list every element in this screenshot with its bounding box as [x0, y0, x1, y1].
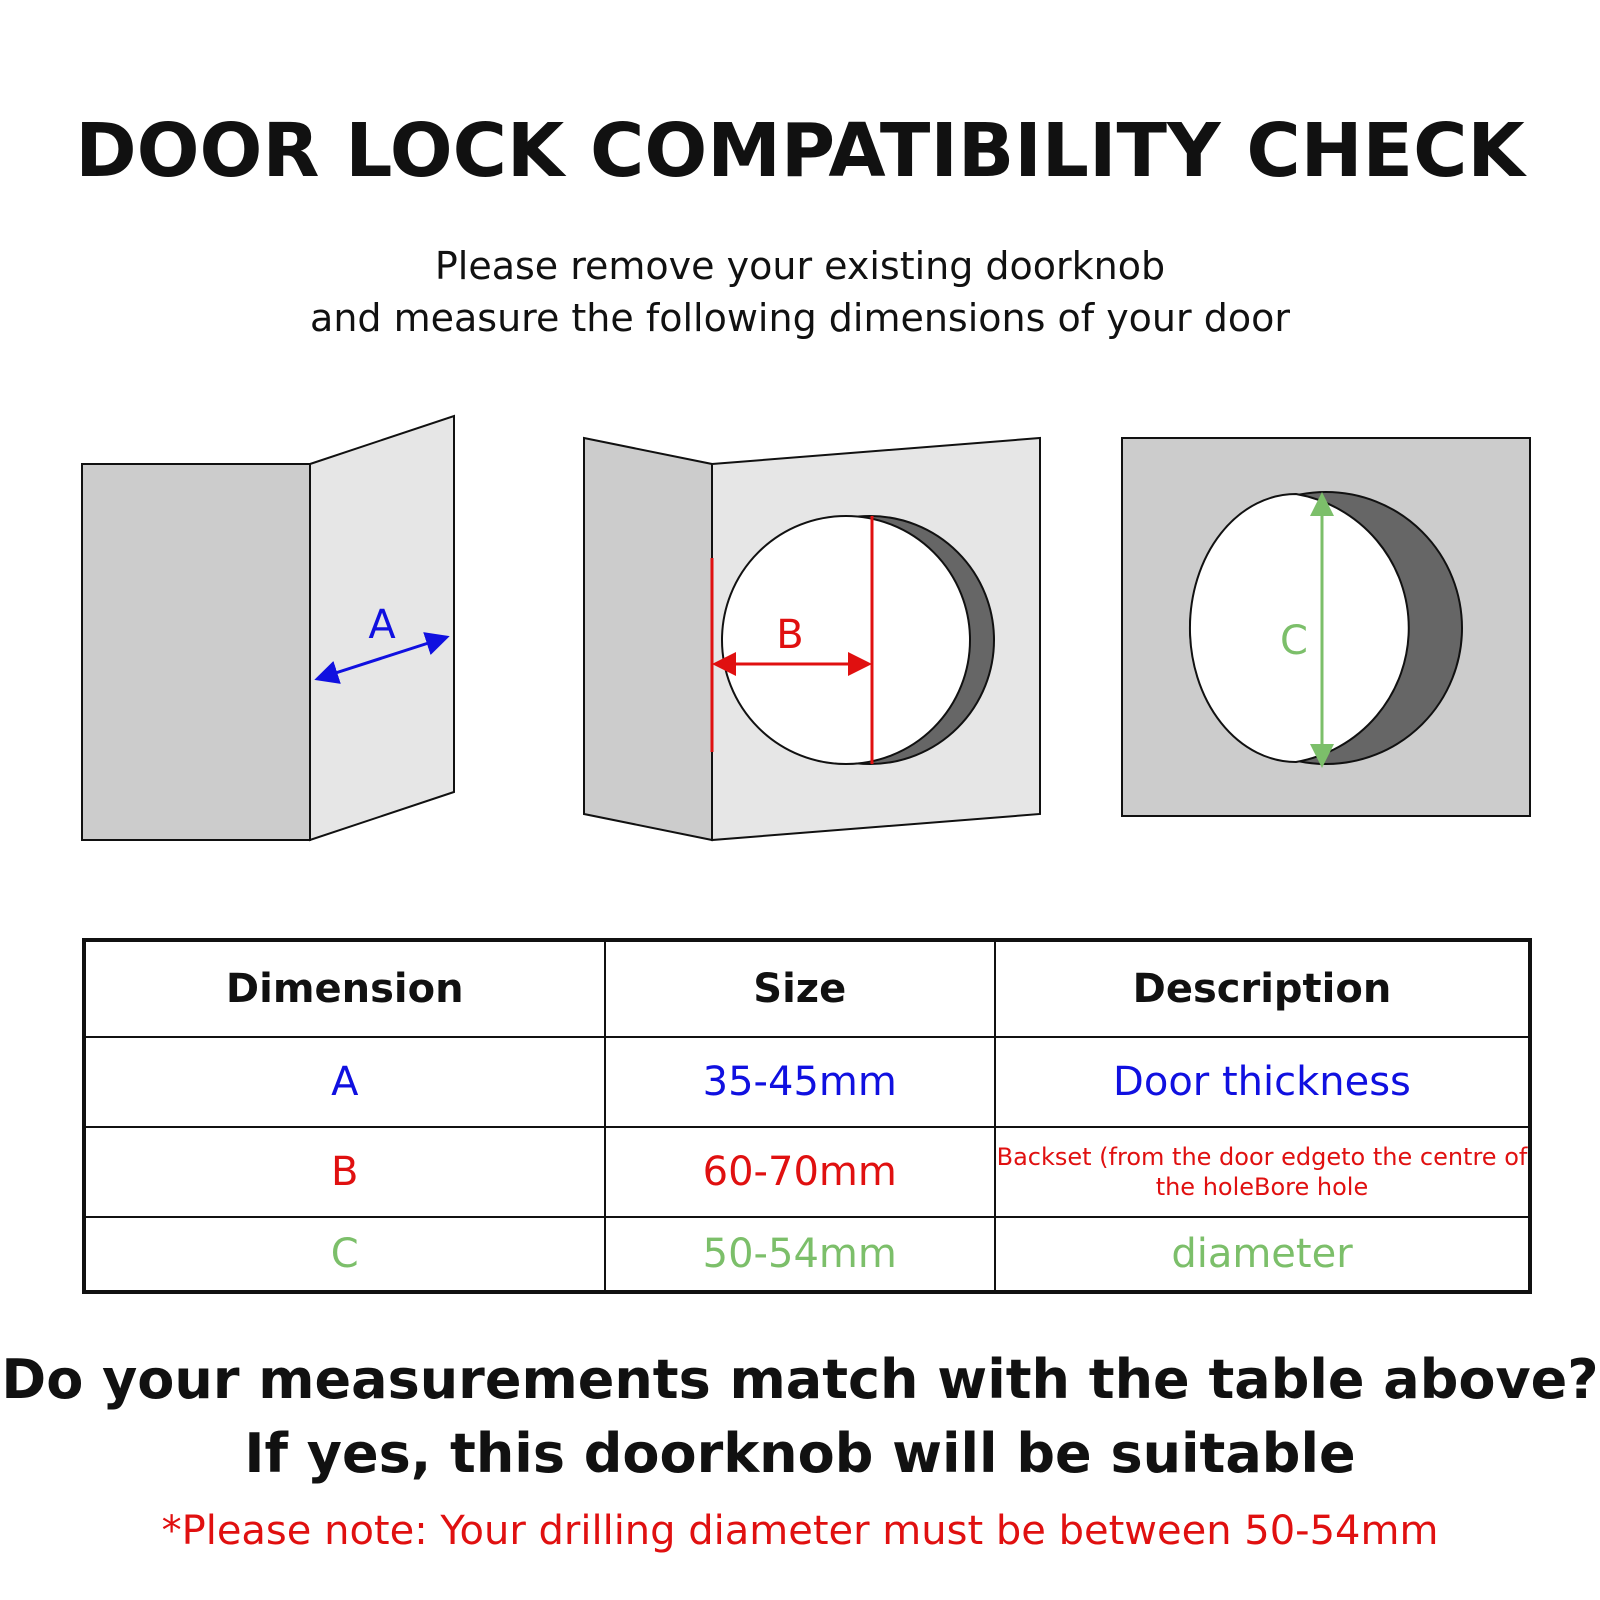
table-row [84, 1037, 1530, 1127]
description-cell: Door thickness [995, 1037, 1530, 1127]
question-line-1: Do your measurements match with the table above? [1, 1348, 1599, 1411]
page-title: DOOR LOCK COMPATIBILITY CHECK [75, 108, 1525, 194]
dimension-table [82, 938, 1532, 1294]
bore-hole [722, 516, 970, 764]
table-row [84, 1217, 1530, 1292]
door-face [82, 464, 310, 840]
size-cell: 60-70mm [605, 1127, 995, 1217]
size-cell: 50-54mm [605, 1217, 995, 1292]
size-cell: 35-45mm [605, 1037, 995, 1127]
door-thickness-diagram [82, 416, 454, 840]
header-size: Size [605, 940, 995, 1037]
description-cell: diameter [995, 1217, 1530, 1292]
dimension-a-label: A [368, 602, 396, 648]
instruction-line-1: Please remove your existing doorknob [434, 244, 1166, 288]
dimension-cell: A [84, 1037, 605, 1127]
description-cell: Backset (from the door edgeto the centre of the holeBore hole [995, 1127, 1530, 1217]
dimension-c-label: C [1280, 618, 1308, 664]
instruction-line-2: and measure the following dimensions of your door [310, 296, 1290, 340]
dimension-cell: C [84, 1217, 605, 1292]
table-header-row [84, 940, 1530, 1037]
dimension-cell: B [84, 1127, 605, 1217]
door-edge [584, 438, 712, 840]
backset-diagram [584, 438, 1040, 840]
dimension-b-label: B [776, 612, 804, 658]
header-dimension: Dimension [84, 940, 605, 1037]
question-line-2: If yes, this doorknob will be suitable [244, 1422, 1356, 1485]
header-description: Description [995, 940, 1530, 1037]
bore-diameter-diagram [1122, 438, 1530, 816]
table-row [84, 1127, 1530, 1217]
drilling-note: *Please note: Your drilling diameter must be between 50-54mm [161, 1508, 1439, 1554]
